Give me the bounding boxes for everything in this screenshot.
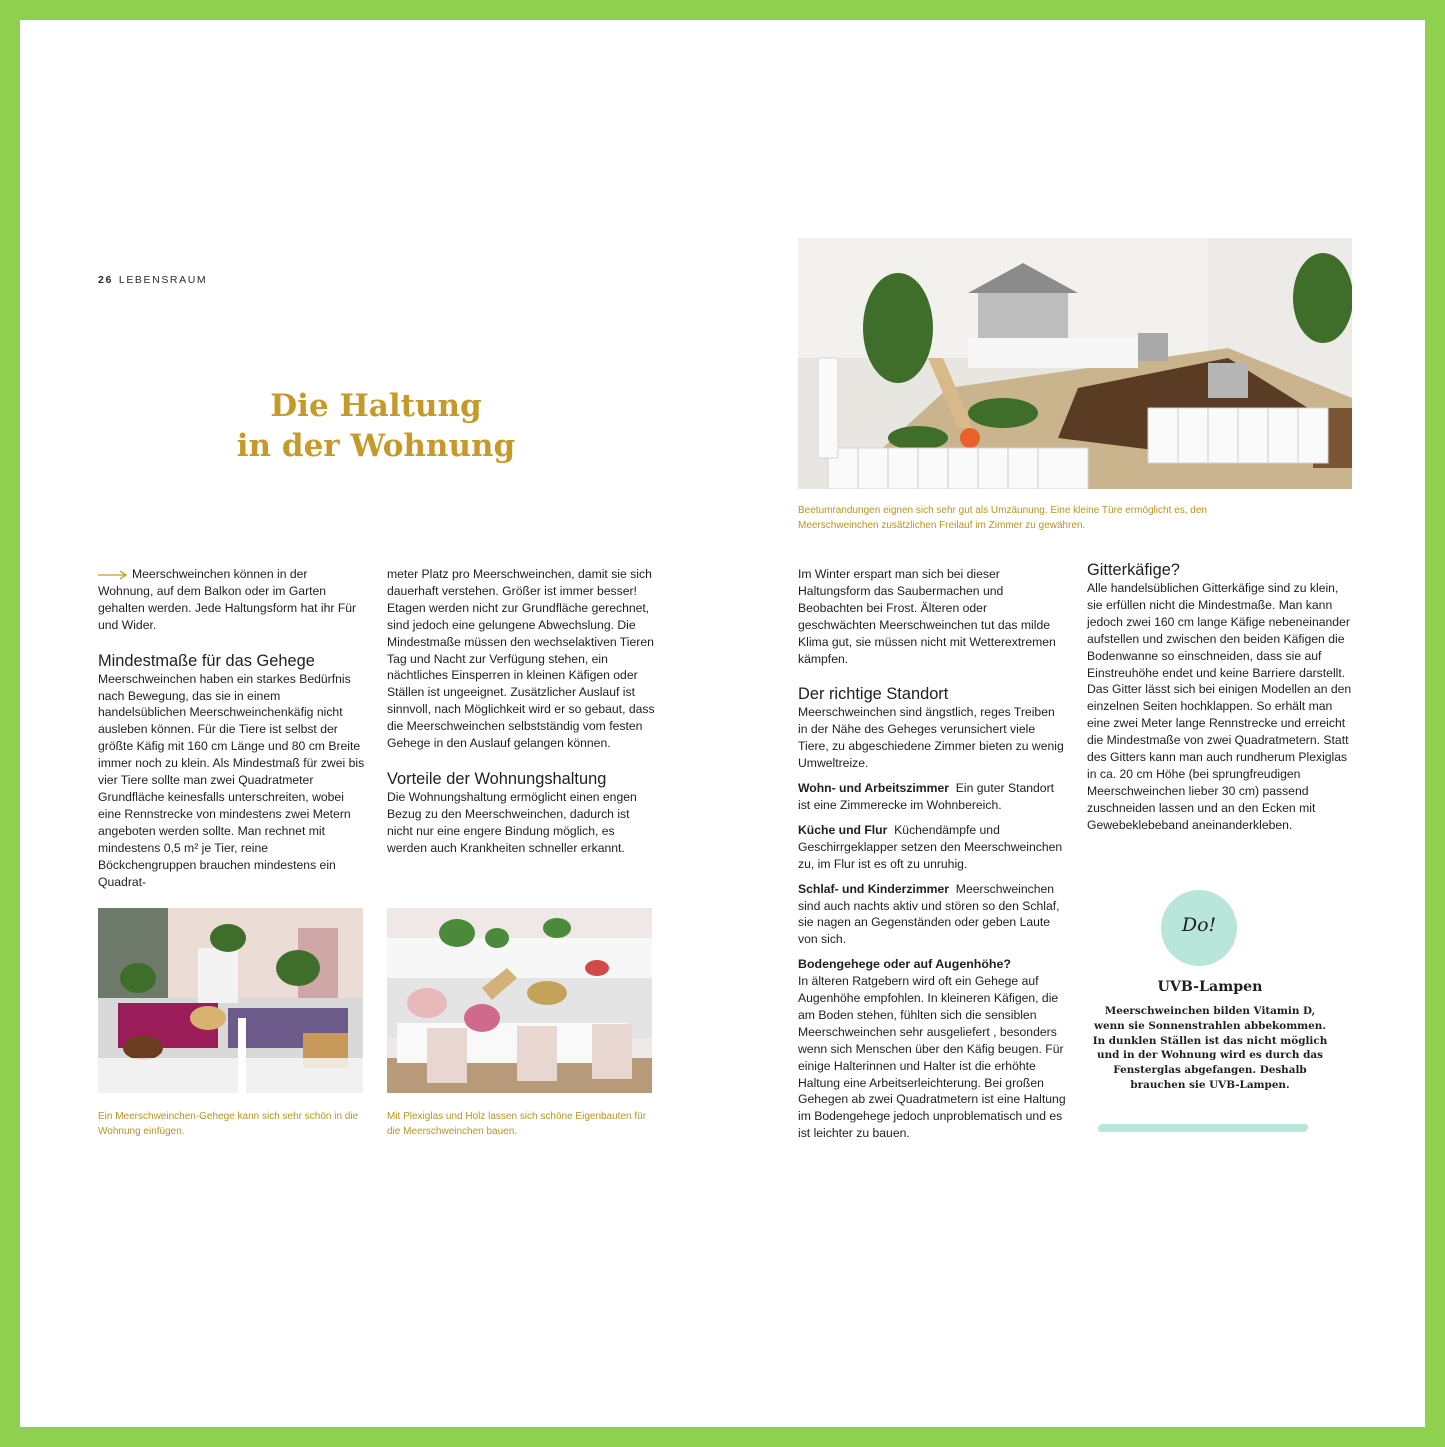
do-badge-label: Do! [1181, 914, 1217, 936]
column-2 [387, 566, 655, 857]
room-text: Meerschweinchen sind auch nachts aktiv und stören so den Schlaf, sie nagen an Gegenständen oder geben Laute von sich. [798, 881, 1060, 947]
photo-enclosure-large [798, 238, 1352, 489]
heading-vorteile: Vorteile der Wohnungshaltung [387, 769, 607, 788]
heading-gitterkaefige: Gitterkäfige? [1087, 561, 1180, 579]
chapter-title [170, 386, 582, 466]
caption-top-photo: Beetumrandungen eignen sich sehr gut als Umzäunung. Eine kleine Türe ermöglicht es, den Meerschweinchen zusätzlichen Freilauf im Zimmer zu gewähren. [798, 505, 1207, 531]
caption-photo-right: Mit Plexiglas und Holz lassen sich schöne Eigenbauten für die Meerschweinchen bauen. [387, 1111, 647, 1137]
intro-paragraph [98, 566, 366, 634]
photo-enclosure-living-room [98, 908, 363, 1093]
column-3 [798, 566, 1066, 1142]
heading-standort: Der richtige Standort [798, 685, 949, 704]
heading-mindestmasse: Mindestmaße für das Gehege [98, 651, 315, 670]
room-text: Ein guter Standort ist eine Zimmerecke im Wohnbereich. [798, 781, 1055, 812]
do-tip-title: UVB-Lampen [1157, 979, 1263, 995]
photo-enclosure-plexiglas [387, 908, 652, 1093]
decorative-brush-stroke [1097, 1124, 1309, 1132]
paragraph-bodengehege: In älteren Ratgebern wird oft ein Gehege auf Augenhöhe empfohlen. In kleineren Käfigen, die am Boden stehen, fühlten sich die sensiblen Meerschweinchen sehr ausgeliefert , besonders wenn sich Menschen über den Käfig beugen. Für einige Halterinnen und Halter ist die erhöhte Haltung eine Arbeitserleichterung. Bei großen Gehegen ab zwei Quadratmetern ist eine Haltung im Bodengehege jedoch unproblematisch und es ist leichter zu bauen. [798, 974, 1066, 1141]
book-spread [20, 20, 1425, 1427]
paragraph-mindestmasse: Meerschweinchen haben ein starkes Bedürfnis nach Bewegung, das sie in einem handelsüblichen Meerschweinchenkäfig nicht ausleben können. Für die Tiere ist selbst der größte Käfig mit 160 cm Länge und 80 cm Breite immer noch zu klein. Als Mindestmaß für zwei bis vier Tiere sollte man zwei Quadratmeter Grundfläche keinesfalls unterschreiten, wobei eine Rennstrecke von mindestens zwei Metern angeboten werden sollte. Man rechnet mit mindestens 0,5 m² je Tier, reine Böckchengruppen brauchen mindestens ein Quadrat- [98, 671, 365, 889]
do-badge-icon [1161, 890, 1237, 966]
column-1 [98, 566, 366, 890]
page-number: 26 [98, 274, 113, 286]
chapter-title-line1: Die Haltung [270, 388, 482, 424]
running-head [98, 274, 207, 286]
paragraph-continued: meter Platz pro Meerschweinchen, damit sie sich dauerhaft verstehen. Größer ist immer besser! Etagen werden nicht zur Grundfläche gerechnet, sind jedoch eine gelungene Abwechslung. Die Mindestmaße müssen den wechselaktiven Tieren Tag und Nacht zur Verfügung stehen, ein nächtliches Einsperren in kleinen Käfigen oder Ställen ist ungeeignet. Zusätzlicher Auslauf ist sinnvoll, nach Möglichkeit wird er so gebaut, dass die Meerschweinchen selbstständig vom festen Gehege in den Auslauf gelangen können. [387, 567, 655, 751]
do-tip-box [1088, 884, 1388, 1144]
subheading-bodengehege: Bodengehege oder auf Augenhöhe? [798, 957, 1011, 972]
paragraph-winter: Im Winter erspart man sich bei dieser Haltungsform das Saubermachen und Beobachten bei Frost. Älteren oder geschwächten Meerschweinchen tut das milde Klima gut, sie müssen nicht mit Wetterextremen kämpfen. [798, 567, 1056, 666]
room-label: Schlaf- und Kinderzimmer [798, 881, 950, 896]
caption-photo-left: Ein Meerschweinchen-Gehege kann sich sehr schön in die Wohnung einfügen. [98, 1111, 359, 1137]
section-label: LEBENSRAUM [118, 274, 208, 286]
arrow-icon [98, 570, 128, 580]
room-label: Wohn- und Arbeitszimmer [798, 781, 949, 796]
paragraph-vorteile: Die Wohnungshaltung ermöglicht einen engen Bezug zu den Meerschweinchen, dadurch ist nicht nur eine engere Bindung möglich, es werden auch Krankheiten schneller erkannt. [387, 789, 637, 855]
chapter-title-line2: in der Wohnung [236, 428, 516, 464]
room-label: Küche und Flur [798, 822, 888, 837]
paragraph-standort: Meerschweinchen sind ängstlich, reges Treiben in der Nähe des Geheges verunsichert viele Tiere, zu abgeschiedene Zimmer bieten zu wenig Umweltreize. [798, 705, 1064, 771]
do-tip-text: Meerschweinchen bilden Vitamin D, wenn sie Sonnenstrahlen abbekommen. In dunklen Ställen ist das nicht möglich und in der Wohnung wird es durch das Fensterglas abgefangen. Deshalb brauchen sie UVB-Lampen. [1092, 1005, 1328, 1091]
intro-text: Meerschweinchen können in der Wohnung, auf dem Balkon oder im Garten gehalten werden. Jede Haltungsform hat ihr Für und Wider. [98, 567, 357, 632]
room-wohnzimmer [798, 780, 1066, 814]
column-4 [1087, 560, 1357, 834]
paragraph-gitterkaefige: Alle handelsüblichen Gitterkäfige sind zu klein, sie erfüllen nicht die Mindestmaße. Man kann jedoch zwei 160 cm lange Käfige nebeneinander aufstellen und zwischen den beiden Käfigen die Bodenwanne so einschneiden, dass sie auf Einstreuhöhe endet und keine Barriere darstellt. Das Gitter lässt sich bei einigen Modellen an den einzelnen Seiten hochklappen. So erhält man eine zwei Meter lange Rennstrecke und erreicht die Mindestmaße von zwei Quadratmetern. Statt des Gitters kann man auch rundherum Plexiglas in ca. 20 cm Höhe (bei sprungfreudigen Meerschweinchen lieber 30 cm) passend zuschneiden lassen und an den Ecken mit Gewebeklebeband aneinanderkleben. [1087, 581, 1352, 832]
room-kueche [798, 822, 1066, 873]
room-schlafzimmer [798, 881, 1066, 949]
room-text: Küchendämpfe und Geschirrgeklapper setzen den Meerschweinchen zu, im Flur ist es oft zu unruhig. [798, 822, 1063, 871]
